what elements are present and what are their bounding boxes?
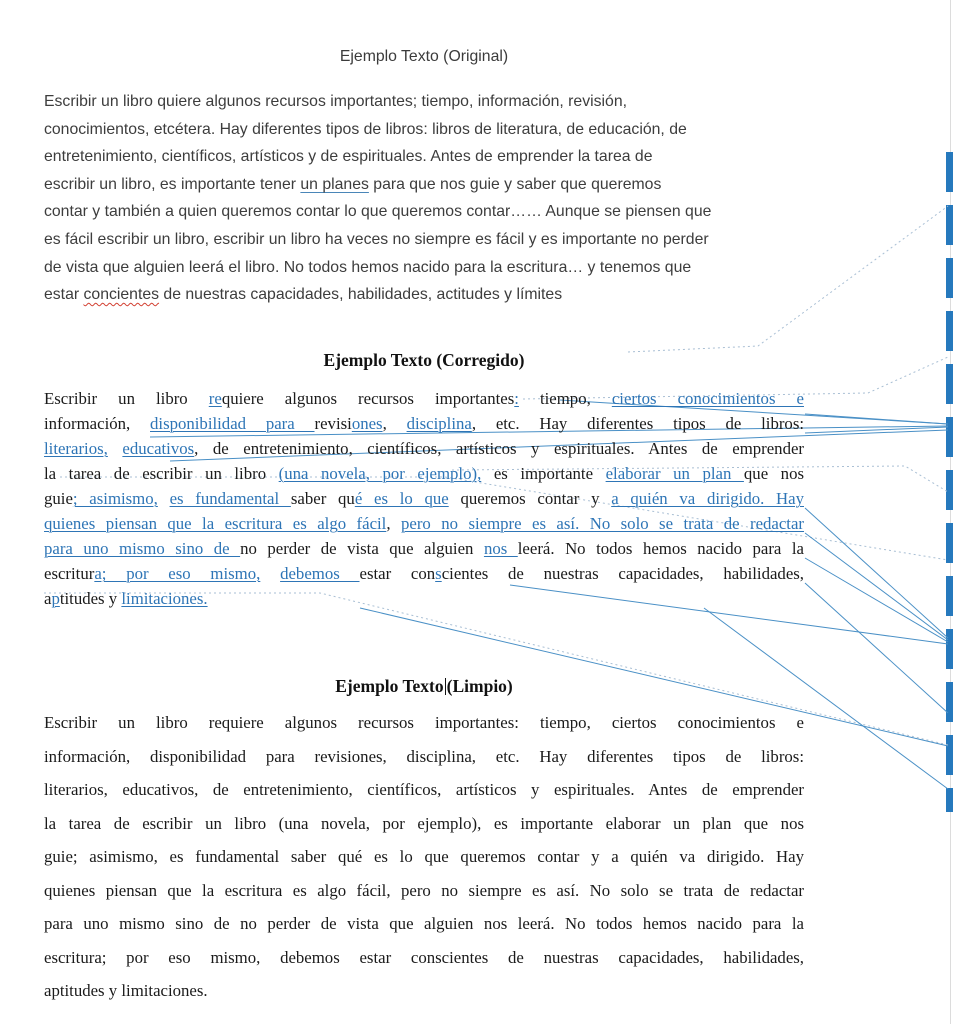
paragraph-limpio[interactable] — [44, 706, 804, 1008]
text-segment: saber qu — [290, 489, 355, 508]
text-segment: revisi — [314, 414, 352, 433]
text-line[interactable] — [44, 88, 834, 116]
text-line[interactable] — [44, 907, 804, 941]
text-line[interactable] — [44, 874, 804, 908]
text-segment: contar y también a quien queremos contar lo que queremos contar…… Aunque se piensen que — [44, 203, 712, 221]
revision-connector-line — [805, 414, 948, 424]
inserted-text: pero no siempre es así. No solo se trata de redactar — [401, 514, 805, 533]
text-line[interactable] — [44, 486, 804, 511]
text-segment — [260, 564, 280, 583]
text-segment — [108, 439, 123, 458]
inserted-text: s — [435, 564, 442, 583]
text-segment: leerá. No todos hemos nacido para la — [517, 539, 805, 558]
revision-connector-line — [805, 583, 948, 713]
text-segment: es importante — [481, 464, 606, 483]
text-segment: conocimientos, etcétera. Hay diferentes tipos de libros: libros de literatura, de educación, de — [44, 120, 687, 138]
text-segment: , — [382, 414, 407, 433]
text-line[interactable] — [44, 840, 804, 874]
inserted-text: quienes piensan que la escritura es algo fácil — [44, 514, 387, 533]
inserted-text: a quién va dirigido. Hay — [611, 489, 804, 508]
text-line[interactable] — [44, 171, 834, 199]
heading-limpio-right: (Limpio) — [446, 676, 513, 696]
revision-connector-line — [805, 427, 948, 433]
text-line[interactable] — [44, 411, 804, 436]
paragraph-original[interactable] — [44, 88, 834, 309]
inserted-text: disciplina — [406, 414, 472, 433]
text-line[interactable] — [44, 116, 834, 144]
inserted-text: disponibilidad para — [150, 414, 315, 433]
text-line[interactable] — [44, 807, 804, 841]
text-segment: , — [386, 514, 401, 533]
text-segment: información, disponibilidad para revisiones, disciplina, etc. Hay diferentes tipos de libros: — [44, 746, 804, 766]
inserted-text: a; por eso mismo, — [94, 564, 261, 583]
text-line[interactable] — [44, 773, 804, 807]
inserted-text: p — [51, 589, 60, 608]
inserted-text: é es lo que — [354, 489, 449, 508]
inserted-text: ones — [351, 414, 383, 433]
revision-connector-line — [805, 533, 948, 640]
text-segment — [158, 489, 170, 508]
heading-limpio[interactable] — [44, 676, 804, 697]
inserted-text: ciertos conocimientos e — [611, 389, 804, 408]
text-line[interactable] — [44, 974, 804, 1008]
tracked-changes-bar — [946, 152, 953, 812]
text-line[interactable] — [44, 254, 834, 282]
inserted-text: ; asimismo, — [72, 489, 158, 508]
text-segment: la tarea de escribir un libro (una novela, por ejemplo), es importante elaborar un plan que nos — [44, 813, 804, 833]
text-segment: guie — [44, 489, 73, 508]
text-segment: Escribir un libro requiere algunos recursos importantes: tiempo, ciertos conocimientos e — [44, 713, 804, 732]
text-line[interactable] — [44, 536, 804, 561]
text-segment: Escribir un libro quiere algunos recursos importantes; tiempo, información, revisión, — [44, 93, 627, 110]
text-line[interactable] — [44, 386, 804, 411]
inserted-text: elaborar un plan — [605, 464, 744, 483]
text-segment: Escribir un libro — [44, 389, 209, 408]
text-segment: de vista que alguien leerá el libro. No todos hemos nacido para la escritura… y tenemos que — [44, 258, 692, 276]
text-segment: de nuestras capacidades, habilidades, actitudes y límites — [159, 286, 563, 304]
text-line[interactable] — [44, 740, 804, 774]
text-segment: la tarea de escribir un libro — [44, 464, 279, 483]
text-segment: quiere algunos recursos importantes — [221, 389, 515, 408]
inserted-text: re — [208, 389, 222, 408]
text-segment: cientes de nuestras capacidades, habilidades, — [441, 564, 804, 583]
revision-connector-line — [805, 508, 948, 638]
inserted-text: literarios, — [44, 439, 108, 458]
text-segment: titudes y — [59, 589, 122, 608]
text-segment: información, — [44, 414, 151, 433]
text-segment: queremos contar y — [448, 489, 612, 508]
text-line[interactable] — [44, 143, 834, 171]
text-line[interactable] — [44, 586, 804, 611]
text-line[interactable] — [44, 226, 834, 254]
heading-corregido[interactable]: Ejemplo Texto (Corregido) — [323, 350, 525, 370]
text-segment: escribir un libro, es importante tener — [44, 175, 301, 193]
inserted-text: limitaciones. — [121, 589, 208, 608]
text-line[interactable] — [44, 436, 804, 461]
inserted-text: (una novela, por ejemplo), — [278, 464, 482, 483]
text-segment: para uno mismo sino de no perder de vista que alguien nos leerá. No todos hemos nacido para la — [44, 914, 804, 933]
text-segment: aptitudes y limitaciones. — [44, 981, 208, 1000]
text-segment: estar — [44, 286, 84, 304]
text-segment: a — [44, 589, 52, 608]
text-line[interactable] — [44, 461, 804, 486]
text-segment: estar con — [359, 564, 436, 583]
revision-connector-line — [805, 558, 948, 642]
inserted-text: es fundamental — [169, 489, 291, 508]
text-line[interactable] — [44, 511, 804, 536]
text-line[interactable] — [44, 198, 834, 226]
text-segment: tiempo, — [518, 389, 612, 408]
heading-limpio-left: Ejemplo Texto — [335, 676, 444, 696]
text-segment: para que nos guie y saber que queremos — [368, 175, 662, 193]
heading-original[interactable]: Ejemplo Texto (Original) — [339, 48, 509, 65]
marked-text: un planes — [300, 175, 369, 193]
inserted-text: para uno mismo sino de — [44, 539, 241, 558]
text-line[interactable] — [44, 281, 834, 309]
text-segment: guie; asimismo, es fundamental saber qué es lo que queremos contar y a quién va dirigido. Hay — [44, 847, 804, 866]
text-line[interactable] — [44, 941, 804, 975]
text-line[interactable] — [44, 561, 804, 586]
paragraph-corregido[interactable] — [44, 386, 804, 611]
text-segment: , de entretenimiento, científicos, artísticos y espirituales. Antes de emprender — [194, 439, 805, 458]
inserted-text: : — [514, 389, 519, 408]
text-cursor — [445, 678, 446, 695]
text-segment: literarios, educativos, de entretenimiento, científicos, artísticos y espirituales. Antes de emprender — [44, 780, 804, 799]
text-segment: , etc. Hay diferentes tipos de libros: — [471, 414, 805, 433]
text-segment: quienes piensan que la escritura es algo fácil, pero no siempre es así. No solo se trata de redactar — [44, 880, 804, 900]
text-line[interactable] — [44, 706, 804, 740]
text-segment: entretenimiento, científicos, artísticos y de espirituales. Antes de emprender la tarea de — [44, 148, 653, 166]
text-segment: que nos — [743, 464, 804, 483]
text-segment: escritur — [44, 564, 95, 583]
inserted-text: debemos — [280, 564, 360, 583]
inserted-text: educativos — [122, 439, 195, 458]
spellcheck-flagged-text: concientes — [83, 286, 160, 304]
inserted-text: nos — [483, 539, 518, 558]
text-segment: no perder de vista que alguien — [240, 539, 484, 558]
text-segment: escritura; por eso mismo, debemos estar conscientes de nuestras capacidades, habilidades, — [44, 947, 804, 967]
text-segment: es fácil escribir un libro, escribir un libro ha veces no siempre es fácil y es importante no perder — [44, 230, 709, 248]
